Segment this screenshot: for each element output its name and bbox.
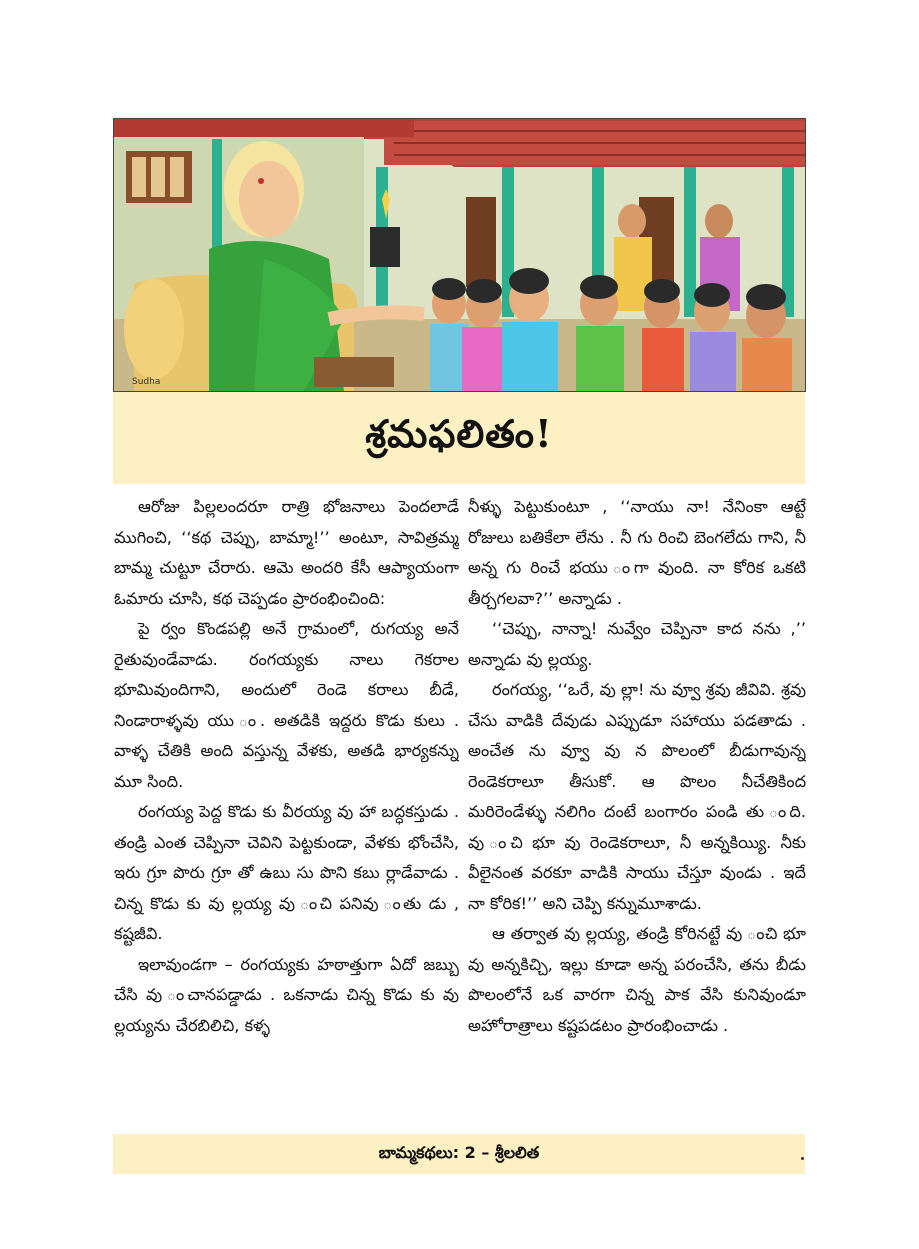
paragraph: నీళ్ళు పెట్టుకుంటూ , ‘‘నాయు నా! నేనింకా ఆట్టే రోజులు బతికేలా లేను . నీ గు రించి బెంగలేదు గాని, నీ అన్న గు రించే భయు ంగా వుంది. నా కోరిక ఒకటి తీర్చగలవా?’’ అన్నాడు . xyxy=(468,497,806,608)
storytelling-scene-image xyxy=(114,119,805,391)
story-title: శ్రమఫలితం! xyxy=(365,410,553,456)
illustrator-signature: Sudha xyxy=(132,377,161,387)
paragraph: ఆరోజు పిల్లలందరూ రాత్రి భోజనాలు పెందలాడే ముగించి, ‘‘కథ చెప్పు, బామ్మా!’’ అంటూ, సావిత్రమ్మ బామ్మ చుట్టూ చేరారు. ఆమె అందరి కేసీ ఆప్యాయంగా ఓమారు చూసి, కథ చెప్పడం ప్రారంభించింది: xyxy=(114,497,459,608)
paragraph: ‘‘చెప్పు, నాన్నా! నువ్వేం చెప్పినా కాద నను ,’’ అన్నాడు వు ల్లయ్య. xyxy=(468,619,806,669)
left-text-column xyxy=(114,492,459,1132)
dot-mark xyxy=(801,1157,804,1160)
right-text-column xyxy=(468,492,806,1132)
footer-credit: బామ్మకథలు: 2 – శ్రీలలిత xyxy=(378,1142,540,1162)
title-band xyxy=(113,392,805,484)
paragraph: రంగయ్య పెద్ద కొడు కు వీరయ్య వు హా బద్ధకస్తుడు . తండ్రి ఎంత చెప్పినా చెవిని పెట్టకుండా, వేళకు భోంచేసి, ఇరు గ్రూ పొరు గ్రూ తో ఉబు సు పొని కబు ర్లాడేవాడు . చిన్న కొడు కు వు ల్లయ్య వు ంచి పనివు ంతు డు , కష్టజీవి. xyxy=(114,802,459,943)
paragraph: ఇలావుండగా – రంగయ్యకు హఠాత్తుగా ఏదో జబ్బు చేసి వు ంచానపడ్డాడు . ఒకనాడు చిన్న కొడు కు వు ల్లయ్యను చేరబిలిచి, కళ్ళ xyxy=(114,954,459,1035)
footer-band xyxy=(113,1134,805,1174)
paragraph: పై ర్వం కొండపల్లి అనే గ్రామంలో, రుగయ్య అనే రైతువుండేవాడు. రంగయ్యకు నాలు గెకరాల భూమివుందిగాని, అందులో రెండె కరాలు బీడే, నిండారాళ్ళవు యు ం. అతడికి ఇద్దరు కొడు కులు . వాళ్ళ చేతికి అంది వస్తున్న వేళకు, అతడి భార్యకన్ను మూ సింది. xyxy=(114,619,459,791)
story-illustration xyxy=(113,118,806,392)
paragraph: రంగయ్య, ‘‘ఒరే, వు ల్లా! ను వ్వూ శ్రవు జీవివి. శ్రవు చేసు వాడికి దేవుడు ఎప్పుడూ సహాయు పడతాడు . అంచేత ను వ్వూ వు న పొలంలో బీడుగావున్న రెండెకరాలూ తీసుకో. ఆ పొలం నీచేతికింద మరిరెండేళ్ళు నలిగిం దంటే బంగారం పండి తు ంది. వు ంచి భూ వు రెండెకరాలూ, నీ అన్నకియ్యి. నీకు వీలైనంత వరకూ వాడికి సాయు చేస్తూ వుండు . ఇదే నా కోరిక!’’ అని చెప్పి కన్నుమూశాడు. xyxy=(468,680,806,913)
paragraph: ఆ తర్వాత వు ల్లయ్య, తండ్రి కోరినట్టే వు ంచి భూ వు అన్నకిచ్చి, ఇల్లు కూడా అన్న పరంచేసి, తను బీడు పొలంలోనే ఒక వారగా చిన్న పాక వేసి కునివుండూ అహోరాత్రాలు కష్టపడటం ప్రారంభించాడు . xyxy=(468,924,806,1035)
